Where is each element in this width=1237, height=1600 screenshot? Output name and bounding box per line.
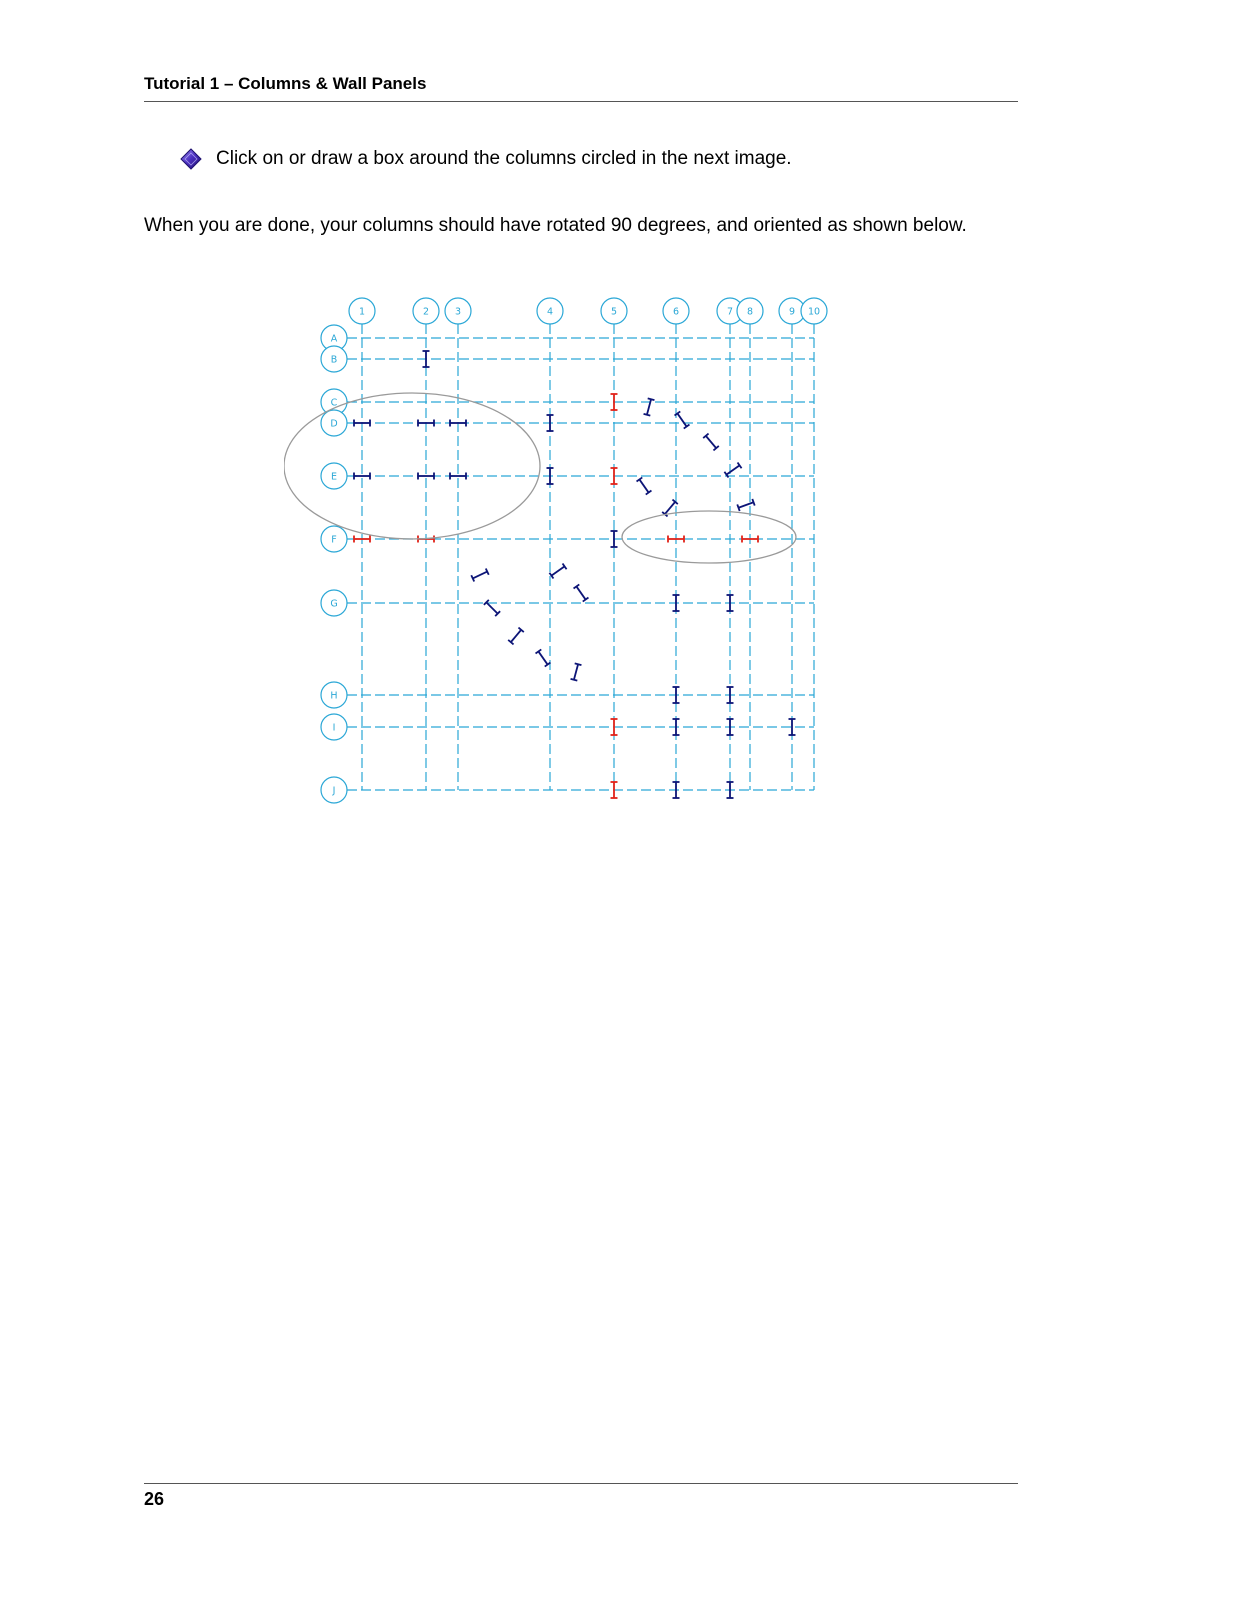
- grid-label-col: 9: [788, 306, 796, 318]
- selection-ellipse: [622, 511, 796, 563]
- grid-label-row: E: [330, 471, 338, 483]
- column-symbol[interactable]: [675, 411, 690, 428]
- grid-label-row: J: [332, 785, 336, 797]
- column-symbol[interactable]: [549, 564, 566, 579]
- column-symbol[interactable]: [536, 649, 551, 666]
- instruction-bullet: [180, 148, 792, 170]
- header-divider: [144, 101, 1018, 102]
- grid-label-col: 1: [358, 306, 366, 318]
- column-symbol[interactable]: [571, 663, 582, 680]
- grid-label-row: F: [331, 534, 337, 546]
- grid-label-row: I: [332, 722, 336, 734]
- grid-label-col: 5: [610, 306, 618, 318]
- page-number: 26: [144, 1489, 165, 1509]
- grid-label-row: H: [330, 690, 338, 702]
- column-symbol[interactable]: [508, 628, 524, 645]
- selection-ellipse: [284, 393, 540, 539]
- column-grid-plan: [284, 296, 844, 816]
- footer-divider: [144, 1483, 1018, 1484]
- column-symbol[interactable]: [644, 398, 655, 415]
- column-symbol[interactable]: [471, 568, 488, 581]
- grid-label-col: 8: [746, 306, 754, 318]
- grid-label-col: 10: [807, 306, 821, 318]
- result-paragraph: When you are done, your columns should have rotated 90 degrees, and oriented as shown below.: [144, 215, 967, 236]
- grid-label-row: C: [330, 397, 338, 409]
- diamond-bullet-icon: [180, 148, 202, 170]
- grid-label-col: 6: [672, 306, 680, 318]
- column-symbol[interactable]: [703, 434, 719, 451]
- column-symbol[interactable]: [574, 584, 589, 601]
- grid-label-col: 2: [422, 306, 430, 318]
- grid-label-row: G: [330, 598, 338, 610]
- column-symbol[interactable]: [637, 477, 652, 494]
- grid-label-row: D: [330, 418, 338, 430]
- grid-label-col: 4: [546, 306, 554, 318]
- column-symbol[interactable]: [724, 463, 741, 478]
- grid-label-row: A: [330, 333, 338, 345]
- page-header-title: Tutorial 1 – Columns & Wall Panels: [144, 74, 427, 93]
- instruction-text: Click on or draw a box around the columns circled in the next image.: [216, 148, 792, 169]
- grid-label-col: 3: [454, 306, 462, 318]
- column-symbol[interactable]: [484, 600, 500, 616]
- column-symbol[interactable]: [737, 499, 754, 511]
- grid-label-col: 7: [726, 306, 734, 318]
- grid-label-row: B: [330, 354, 338, 366]
